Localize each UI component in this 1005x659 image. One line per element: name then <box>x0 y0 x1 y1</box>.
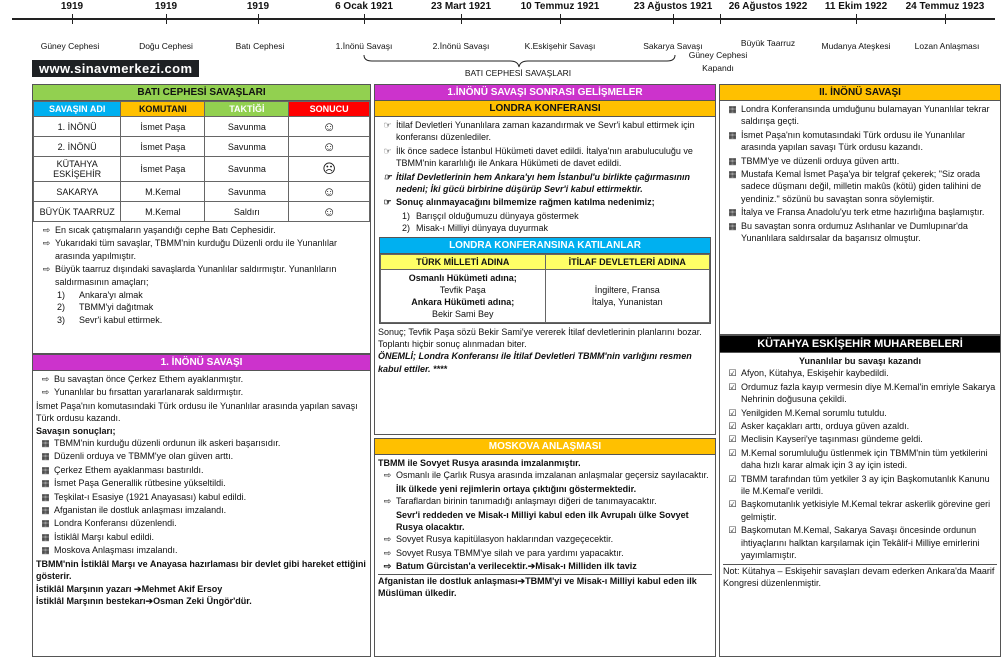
timeline-year: 1919 <box>246 1 270 12</box>
list-item: ⇨ Sovyet Rusya kapitülasyon haklarından vazgeçecektir. <box>378 533 712 545</box>
paragraph: İlk ülkede yeni rejimlerin ortaya çıktığını göstermektedir. <box>396 483 637 494</box>
list-item: ▦ Düzenli orduya ve TBMM'ye olan güven arttı. <box>36 450 367 462</box>
timeline-event: Doğu Cephesi <box>139 41 193 51</box>
list-item: ☑ Başkomutanlık yetkisiyle M.Kemal tekrar askerlik görevine geri gelmiştir. <box>723 498 997 523</box>
book-icon: ▦ <box>41 438 50 449</box>
paragraph: ÖNEMLİ; Londra Konferansı ile İtilaf Devletleri TBMM'nin varlığını resmen kabul ettiler. **** <box>378 351 692 374</box>
book-icon: ▦ <box>728 155 737 166</box>
timeline-year: 24 Temmuz 1923 <box>905 1 985 12</box>
list-item: ▦ Çerkez Ethem ayaklanması bastırıldı. <box>36 464 367 476</box>
list-item: ▦ Bu savaştan sonra ordumuz Aslıhanlar ve Dumlupınar'da Yunanlılara saldırsalar da başarısız olmuştur. <box>723 220 997 245</box>
arrow-icon: ⇨ <box>41 387 50 398</box>
book-icon: ▦ <box>41 531 50 542</box>
kutahya-header: KÜTAHYA ESKİŞEHİR MUHAREBELERİ <box>720 336 1000 353</box>
paragraph: İstiklâl Marşının bestekarı➔Osman Zeki Üngör'dür. <box>36 595 252 606</box>
kutahya-box <box>719 335 1001 657</box>
list-item: ⇨ Batum Gürcistan'a verilecektir.➔Misak-ı Milliden ilk taviz <box>378 560 712 572</box>
timeline-event: Güney Cephesi <box>688 50 748 60</box>
checkbox-icon: ☑ <box>728 421 737 432</box>
list-item: ▦ Teşkilat-ı Esasiye (1921 Anayasası) kabul edildi. <box>36 491 367 503</box>
inonu1-box <box>32 354 371 657</box>
timeline-year: 26 Ağustos 1922 <box>728 1 808 12</box>
checkbox-icon: ☑ <box>728 434 737 445</box>
list-item: ☞ Sonuç alınmayacağını bilmemize rağmen katılma nedenimiz; <box>378 196 712 208</box>
table-row: SAKARYA M.Kemal Savunma ☺ <box>34 182 370 202</box>
list-item: ☞ İtilaf Devletleri Yunanlılara zaman kazandırmak ve Sevr'i kabul ettirmek için konferansı düzenlediler. <box>378 119 712 144</box>
list-item: ☑ Yenilgiden M.Kemal sorumlu tutuldu. <box>723 407 997 419</box>
pointing-hand-icon: ☞ <box>383 171 392 182</box>
participants-table: LONDRA KONFERANSINA KATILANLAR TÜRK MİLLETİ ADINA İTİLAF DEVLETLERİ ADINA Osmanlı Hükümeti adına; Tevfik Paşa Ankara Hükümeti adına; Bekir Sami Bey İngiltere, Fransa İtalya, Yunanistan <box>379 237 711 324</box>
paragraph: Sonuç; Tevfik Paşa sözü Bekir Sami'ye vererek İtilaf devletlerinin planlarını bozar. Toplantı hiçbir sonuç alınmadan biter. <box>378 326 702 350</box>
smile-icon: ☺ <box>289 137 370 157</box>
arrow-icon: ⇨ <box>383 534 392 545</box>
checkbox-icon: ☑ <box>728 473 737 484</box>
results-title: Savaşın sonuçları; <box>36 425 116 436</box>
book-icon: ▦ <box>728 169 737 180</box>
list-item: ▦ İsmet Paşa Generallik rütbesine yükseltildi. <box>36 477 367 489</box>
timeline-event: Sakarya Savaşı <box>643 41 703 51</box>
pointing-hand-icon: ☞ <box>383 145 392 156</box>
arrow-icon: ⇨ <box>42 264 51 275</box>
list-item: ⇨ Osmanlı ile Çarlık Rusya arasında imzalanan anlaşmalar geçersiz sayılacaktır. <box>378 469 712 481</box>
book-icon: ▦ <box>41 505 50 516</box>
smile-icon: ☺ <box>289 182 370 202</box>
list-item: ⇨ En sıcak çatışmaların yaşandığı cephe Batı Cephesidir. <box>37 224 366 236</box>
paragraph: TBMM'nin İstiklâl Marşı ve Anayasa hazırlaması bir devlet gibi hareket ettiğini gösterir. <box>36 558 366 582</box>
timeline-event: 1.İnönü Savaşı <box>335 41 393 51</box>
list-item: ▦ TBMM'nin kurduğu düzenli ordunun ilk askeri başarısıdır. <box>36 437 367 449</box>
checkbox-icon: ☑ <box>728 368 737 379</box>
participants-header: LONDRA KONFERANSINA KATILANLAR <box>380 238 710 254</box>
book-icon: ▦ <box>41 545 50 556</box>
list-item: ☑ Meclisin Kayseri'ye taşınması gündeme geldi. <box>723 433 997 445</box>
smile-icon: ☺ <box>289 117 370 137</box>
timeline-event: Büyük Taarruz <box>740 38 796 48</box>
list-item: ☑ M.Kemal sorumluluğu üstlenmek için TBMM'nin tüm yetkilerini daha hızlı karar almak için 3 ay için istedi. <box>723 447 997 472</box>
inonu-sonrasi-header: 1.İNÖNÜ SAVAŞI SONRASI GELİŞMELER <box>375 85 715 101</box>
timeline-year: 6 Ocak 1921 <box>335 1 393 12</box>
list-item: 2) TBMM'yi dağıtmak <box>57 302 154 313</box>
checkbox-icon: ☑ <box>728 381 737 392</box>
table-header: TAKTİĞİ <box>205 102 289 117</box>
list-item: 1) Ankara'yı almak <box>57 290 143 301</box>
list-item: ▦ İsmet Paşa'nın komutasındaki Türk ordusu ile Yunanlılar arasında yapılan savaşı Türk ordusu kazandı. <box>723 129 997 154</box>
pointing-hand-icon: ☞ <box>383 120 392 130</box>
arrow-icon: ⇨ <box>383 561 392 572</box>
inonu1-header: 1. İNÖNÜ SAVAŞI <box>33 355 370 371</box>
list-item: ▦ TBMM'ye ve düzenli orduya güven arttı. <box>723 155 997 167</box>
book-icon: ▦ <box>728 220 737 231</box>
list-item: ☞ İlk önce sadece İstanbul Hükümeti davet edildi. İtalya'nın arabuluculuğu ve TBMM'nin kararlılığı ile Ankara Hükümeti de davet edildi. <box>378 145 712 170</box>
arrow-icon: ⇨ <box>41 374 50 384</box>
list-item: ▦ Londra Konferansında umduğunu bulamayan Yunanlılar tekrar saldırışa geçti. <box>723 103 997 128</box>
table-header: SAVAŞIN ADI <box>34 102 121 117</box>
inonu2-header: II. İNÖNÜ SAVAŞI <box>720 85 1000 101</box>
table-header: KOMUTANI <box>121 102 205 117</box>
list-item: ▦ Londra Konferansı düzenlendi. <box>36 517 367 529</box>
timeline-year: 23 Mart 1921 <box>430 1 492 12</box>
list-item: ▦ Mustafa Kemal İsmet Paşa'ya bir telgraf çekerek; "Siz orada sadece düşmanı değil, milletin makûs (kötü) giden talihini de yendiniz." sözünü bu savaştan sonra söylemiştir. <box>723 168 997 205</box>
paragraph: TBMM ile Sovyet Rusya arasında imzalanmıştır. <box>378 458 581 468</box>
timeline-year: 1919 <box>154 1 178 12</box>
timeline-event: K.Eskişehir Savaşı <box>524 41 596 51</box>
checkbox-icon: ☑ <box>728 407 737 418</box>
list-item: ☑ TBMM tarafından tüm yetkiler 3 ay için Başkomutanlık Kanunu ile M.Kemal'e verildi. <box>723 473 997 498</box>
brace-label: BATI CEPHESİ SAVAŞLARI <box>464 68 572 78</box>
timeline-event: Mudanya Ateşkesi <box>821 41 891 51</box>
book-icon: ▦ <box>41 518 50 529</box>
moskova-header: MOSKOVA ANLAŞMASI <box>375 439 715 455</box>
timeline-year: 11 Ekim 1922 <box>824 1 888 12</box>
list-item: ⇨ Taraflardan birinin tanımadığı anlaşmayı diğeri de tanımayacaktır. <box>378 495 712 507</box>
pointing-hand-icon: ☞ <box>383 197 392 208</box>
arrow-icon: ⇨ <box>383 496 392 507</box>
timeline-event: Lozan Anlaşması <box>914 41 980 51</box>
book-icon: ▦ <box>728 129 737 140</box>
list-item: ☑ Afyon, Kütahya, Eskişehir kaybedildi. <box>723 367 997 379</box>
list-item: ⇨ Yunanlılar bu fırsattan yararlanarak saldırmıştır. <box>36 386 367 398</box>
kutahya-subtitle: Yunanlılar bu savaşı kazandı <box>798 356 922 366</box>
batı-cephesi-box <box>32 84 371 354</box>
book-icon: ▦ <box>41 478 50 489</box>
paragraph: Sevr'i reddeden ve Misak-ı Milliyi kabul eden ilk Avrupalı ülke Sovyet Rusya olacaktır. <box>396 509 689 533</box>
arrow-icon: ⇨ <box>383 470 392 481</box>
book-icon: ▦ <box>41 464 50 475</box>
list-item: ▦ İtalya ve Fransa Anadolu'yu terk etme hazırlığına başlamıştır. <box>723 206 997 218</box>
arrow-icon: ⇨ <box>383 547 392 558</box>
list-item: 1) Barışçıl olduğumuzu dünyaya göstermek <box>402 210 579 221</box>
timeline-year: 1919 <box>60 1 84 12</box>
list-item: ⇨ Yukarıdaki tüm savaşlar, TBMM'nin kurduğu Düzenli ordu ile Yunanlılar arasında yapılmıştır. <box>37 237 366 262</box>
list-item: ▦ İstiklâl Marşı kabul edildi. <box>36 531 367 543</box>
timeline-event: Güney Cephesi <box>40 41 100 51</box>
note: Not: Kütahya – Eskişehir savaşları devam ederken Ankara'da Maarif Kongresi düzenlenmiştir. <box>723 564 997 590</box>
table-row: KÜTAHYA ESKİŞEHİR İsmet Paşa Savunma ☹ <box>34 157 370 182</box>
list-item: ⇨ Büyük taarruz dışındaki savaşlarda Yunanlılar saldırmıştır. Yunanlıların saldırmasının amaçları; <box>37 263 366 288</box>
list-item: ☞ İtilaf Devletlerinin hem Ankara'yı hem İstanbul'u birlikte çağırmasının nedeni; İki gücü birbirine düşürüp Sevr'i kabul ettirmektir. <box>378 171 712 196</box>
inonu-sonrasi-box <box>374 84 716 435</box>
arrow-icon: ⇨ <box>42 238 51 249</box>
list-item: ⇨ Bu savaştan önce Çerkez Ethem ayaklanmıştır. <box>36 373 367 385</box>
paragraph: İstiklâl Marşının yazarı ➔Mehmet Akif Ersoy <box>36 583 223 594</box>
battle-table <box>33 101 370 222</box>
timeline-year: 10 Temmuz 1921 <box>520 1 600 12</box>
batı-cephesi-header: BATI CEPHESİ SAVAŞLARI <box>33 85 370 101</box>
list-item: ☑ Başkomutan M.Kemal, Sakarya Savaşı öncesinde ordunun ihtiyaçlarını halktan karşılamak için Tekâlif-i Milliye emirlerini yayımlamıştır. <box>723 524 997 561</box>
timeline-event: 2.İnönü Savaşı <box>432 41 490 51</box>
arrow-icon: ⇨ <box>42 225 51 235</box>
book-icon: ▦ <box>728 104 737 114</box>
list-item: ▦ Afganistan ile dostluk anlaşması imzalandı. <box>36 504 367 516</box>
list-item: ☑ Asker kaçakları arttı, orduya güven azaldı. <box>723 420 997 432</box>
list-item: ☑ Ordumuz fazla kayıp vermesin diye M.Kemal'in emriyle Sakarya Nehrinin doğusuna çekildi. <box>723 381 997 406</box>
brand-logo: www.sinavmerkezi.com <box>32 60 199 77</box>
timeline-event: Batı Cephesi <box>235 41 285 51</box>
timeline-event: Kapandı <box>702 63 734 73</box>
timeline-year: 23 Ağustos 1921 <box>633 1 713 12</box>
brace-icon <box>362 53 677 69</box>
frown-icon: ☹ <box>289 157 370 182</box>
checkbox-icon: ☑ <box>728 447 737 458</box>
book-icon: ▦ <box>41 491 50 502</box>
londra-header: LONDRA KONFERANSI <box>375 101 715 117</box>
table-header: SONUCU <box>289 102 370 117</box>
paragraph: Afganistan ile dostluk anlaşması➔TBMM'yi ve Misak-ı Milliyi kabul eden ilk Müslüman ülkedir. <box>378 574 712 600</box>
table-row: 1. İNÖNÜ İsmet Paşa Savunma ☺ <box>34 117 370 137</box>
list-item: ⇨ Sovyet Rusya TBMM'ye silah ve para yardımı yapacaktır. <box>378 547 712 559</box>
inonu2-box <box>719 84 1001 335</box>
book-icon: ▦ <box>41 451 50 462</box>
checkbox-icon: ☑ <box>728 499 737 510</box>
paragraph: İsmet Paşa'nın komutasındaki Türk ordusu ile Yunanlılar arasında yapılan savaşı Türk ordusu kazandı. <box>36 400 358 424</box>
table-row: 2. İNÖNÜ İsmet Paşa Savunma ☺ <box>34 137 370 157</box>
book-icon: ▦ <box>728 207 737 218</box>
list-item: 3) Sevr'i kabul ettirmek. <box>57 314 163 325</box>
smile-icon: ☺ <box>289 202 370 222</box>
moskova-box <box>374 438 716 657</box>
list-item: 2) Misak-ı Milliyi dünyaya duyurmak <box>402 223 549 234</box>
timeline-axis <box>12 18 995 20</box>
list-item: ▦ Moskova Anlaşması imzalandı. <box>36 544 367 556</box>
table-row: BÜYÜK TAARRUZ M.Kemal Saldırı ☺ <box>34 202 370 222</box>
checkbox-icon: ☑ <box>728 525 737 536</box>
